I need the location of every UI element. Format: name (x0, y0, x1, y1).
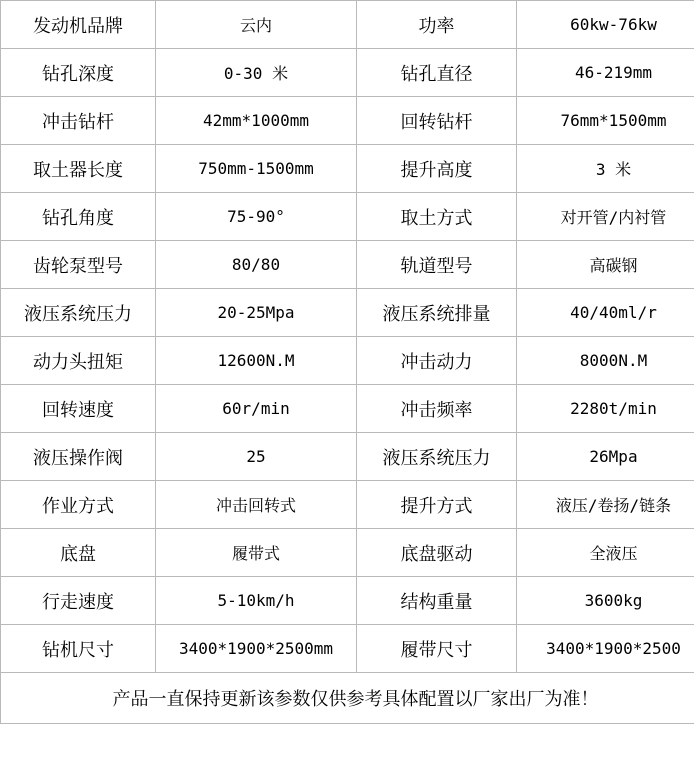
spec-label: 轨道型号 (357, 241, 517, 289)
spec-value: 46-219mm (517, 49, 694, 97)
spec-label: 动力头扭矩 (1, 337, 156, 385)
spec-value: 76mm*1500mm (517, 97, 694, 145)
table-row (1, 145, 694, 193)
spec-label: 作业方式 (1, 481, 156, 529)
spec-label: 底盘 (1, 529, 156, 577)
table-row (1, 289, 694, 337)
spec-label: 冲击钻杆 (1, 97, 156, 145)
spec-value: 全液压 (517, 529, 694, 577)
spec-label: 行走速度 (1, 577, 156, 625)
spec-value: 60kw-76kw (517, 1, 694, 49)
spec-value: 3400*1900*2500mm (156, 625, 357, 673)
spec-label: 取土方式 (357, 193, 517, 241)
spec-label: 钻机尺寸 (1, 625, 156, 673)
table-row (1, 193, 694, 241)
spec-value: 80/80 (156, 241, 357, 289)
spec-value: 履带式 (156, 529, 357, 577)
table-row (1, 625, 694, 673)
spec-label: 齿轮泵型号 (1, 241, 156, 289)
table-row (1, 529, 694, 577)
spec-label: 取土器长度 (1, 145, 156, 193)
table-footer-row (1, 673, 694, 724)
spec-value: 40/40ml/r (517, 289, 694, 337)
spec-label: 功率 (357, 1, 517, 49)
spec-label: 回转速度 (1, 385, 156, 433)
table-body (1, 1, 694, 724)
spec-value: 对开管/内衬管 (517, 193, 694, 241)
spec-label: 履带尺寸 (357, 625, 517, 673)
spec-label: 发动机品牌 (1, 1, 156, 49)
table-row (1, 49, 694, 97)
spec-value: 液压/卷扬/链条 (517, 481, 694, 529)
spec-label: 液压操作阀 (1, 433, 156, 481)
spec-value: 25 (156, 433, 357, 481)
spec-label: 结构重量 (357, 577, 517, 625)
spec-value: 75-90° (156, 193, 357, 241)
spec-label: 冲击频率 (357, 385, 517, 433)
spec-label: 冲击动力 (357, 337, 517, 385)
spec-value: 26Mpa (517, 433, 694, 481)
table-row (1, 577, 694, 625)
spec-value: 5-10km/h (156, 577, 357, 625)
spec-value: 高碳钢 (517, 241, 694, 289)
spec-value: 0-30 米 (156, 49, 357, 97)
footer-note: 产品一直保持更新该参数仅供参考具体配置以厂家出厂为准！ (1, 673, 694, 724)
spec-label: 底盘驱动 (357, 529, 517, 577)
spec-value: 12600N.M (156, 337, 357, 385)
spec-value: 2280t/min (517, 385, 694, 433)
spec-value: 42mm*1000mm (156, 97, 357, 145)
table-row (1, 241, 694, 289)
table-row (1, 337, 694, 385)
spec-label: 钻孔直径 (357, 49, 517, 97)
spec-label: 回转钻杆 (357, 97, 517, 145)
table-row (1, 481, 694, 529)
spec-value: 3600kg (517, 577, 694, 625)
table-row (1, 1, 694, 49)
spec-value: 20-25Mpa (156, 289, 357, 337)
spec-label: 液压系统压力 (1, 289, 156, 337)
spec-value: 8000N.M (517, 337, 694, 385)
spec-label: 钻孔角度 (1, 193, 156, 241)
spec-value: 3400*1900*2500 (517, 625, 694, 673)
spec-value: 3 米 (517, 145, 694, 193)
table-row (1, 385, 694, 433)
spec-label: 提升高度 (357, 145, 517, 193)
spec-value: 750mm-1500mm (156, 145, 357, 193)
table-row (1, 97, 694, 145)
spec-label: 提升方式 (357, 481, 517, 529)
table-row (1, 433, 694, 481)
spec-label: 钻孔深度 (1, 49, 156, 97)
spec-value: 冲击回转式 (156, 481, 357, 529)
spec-label: 液压系统排量 (357, 289, 517, 337)
spec-label: 液压系统压力 (357, 433, 517, 481)
spec-value: 60r/min (156, 385, 357, 433)
spec-value: 云内 (156, 1, 357, 49)
